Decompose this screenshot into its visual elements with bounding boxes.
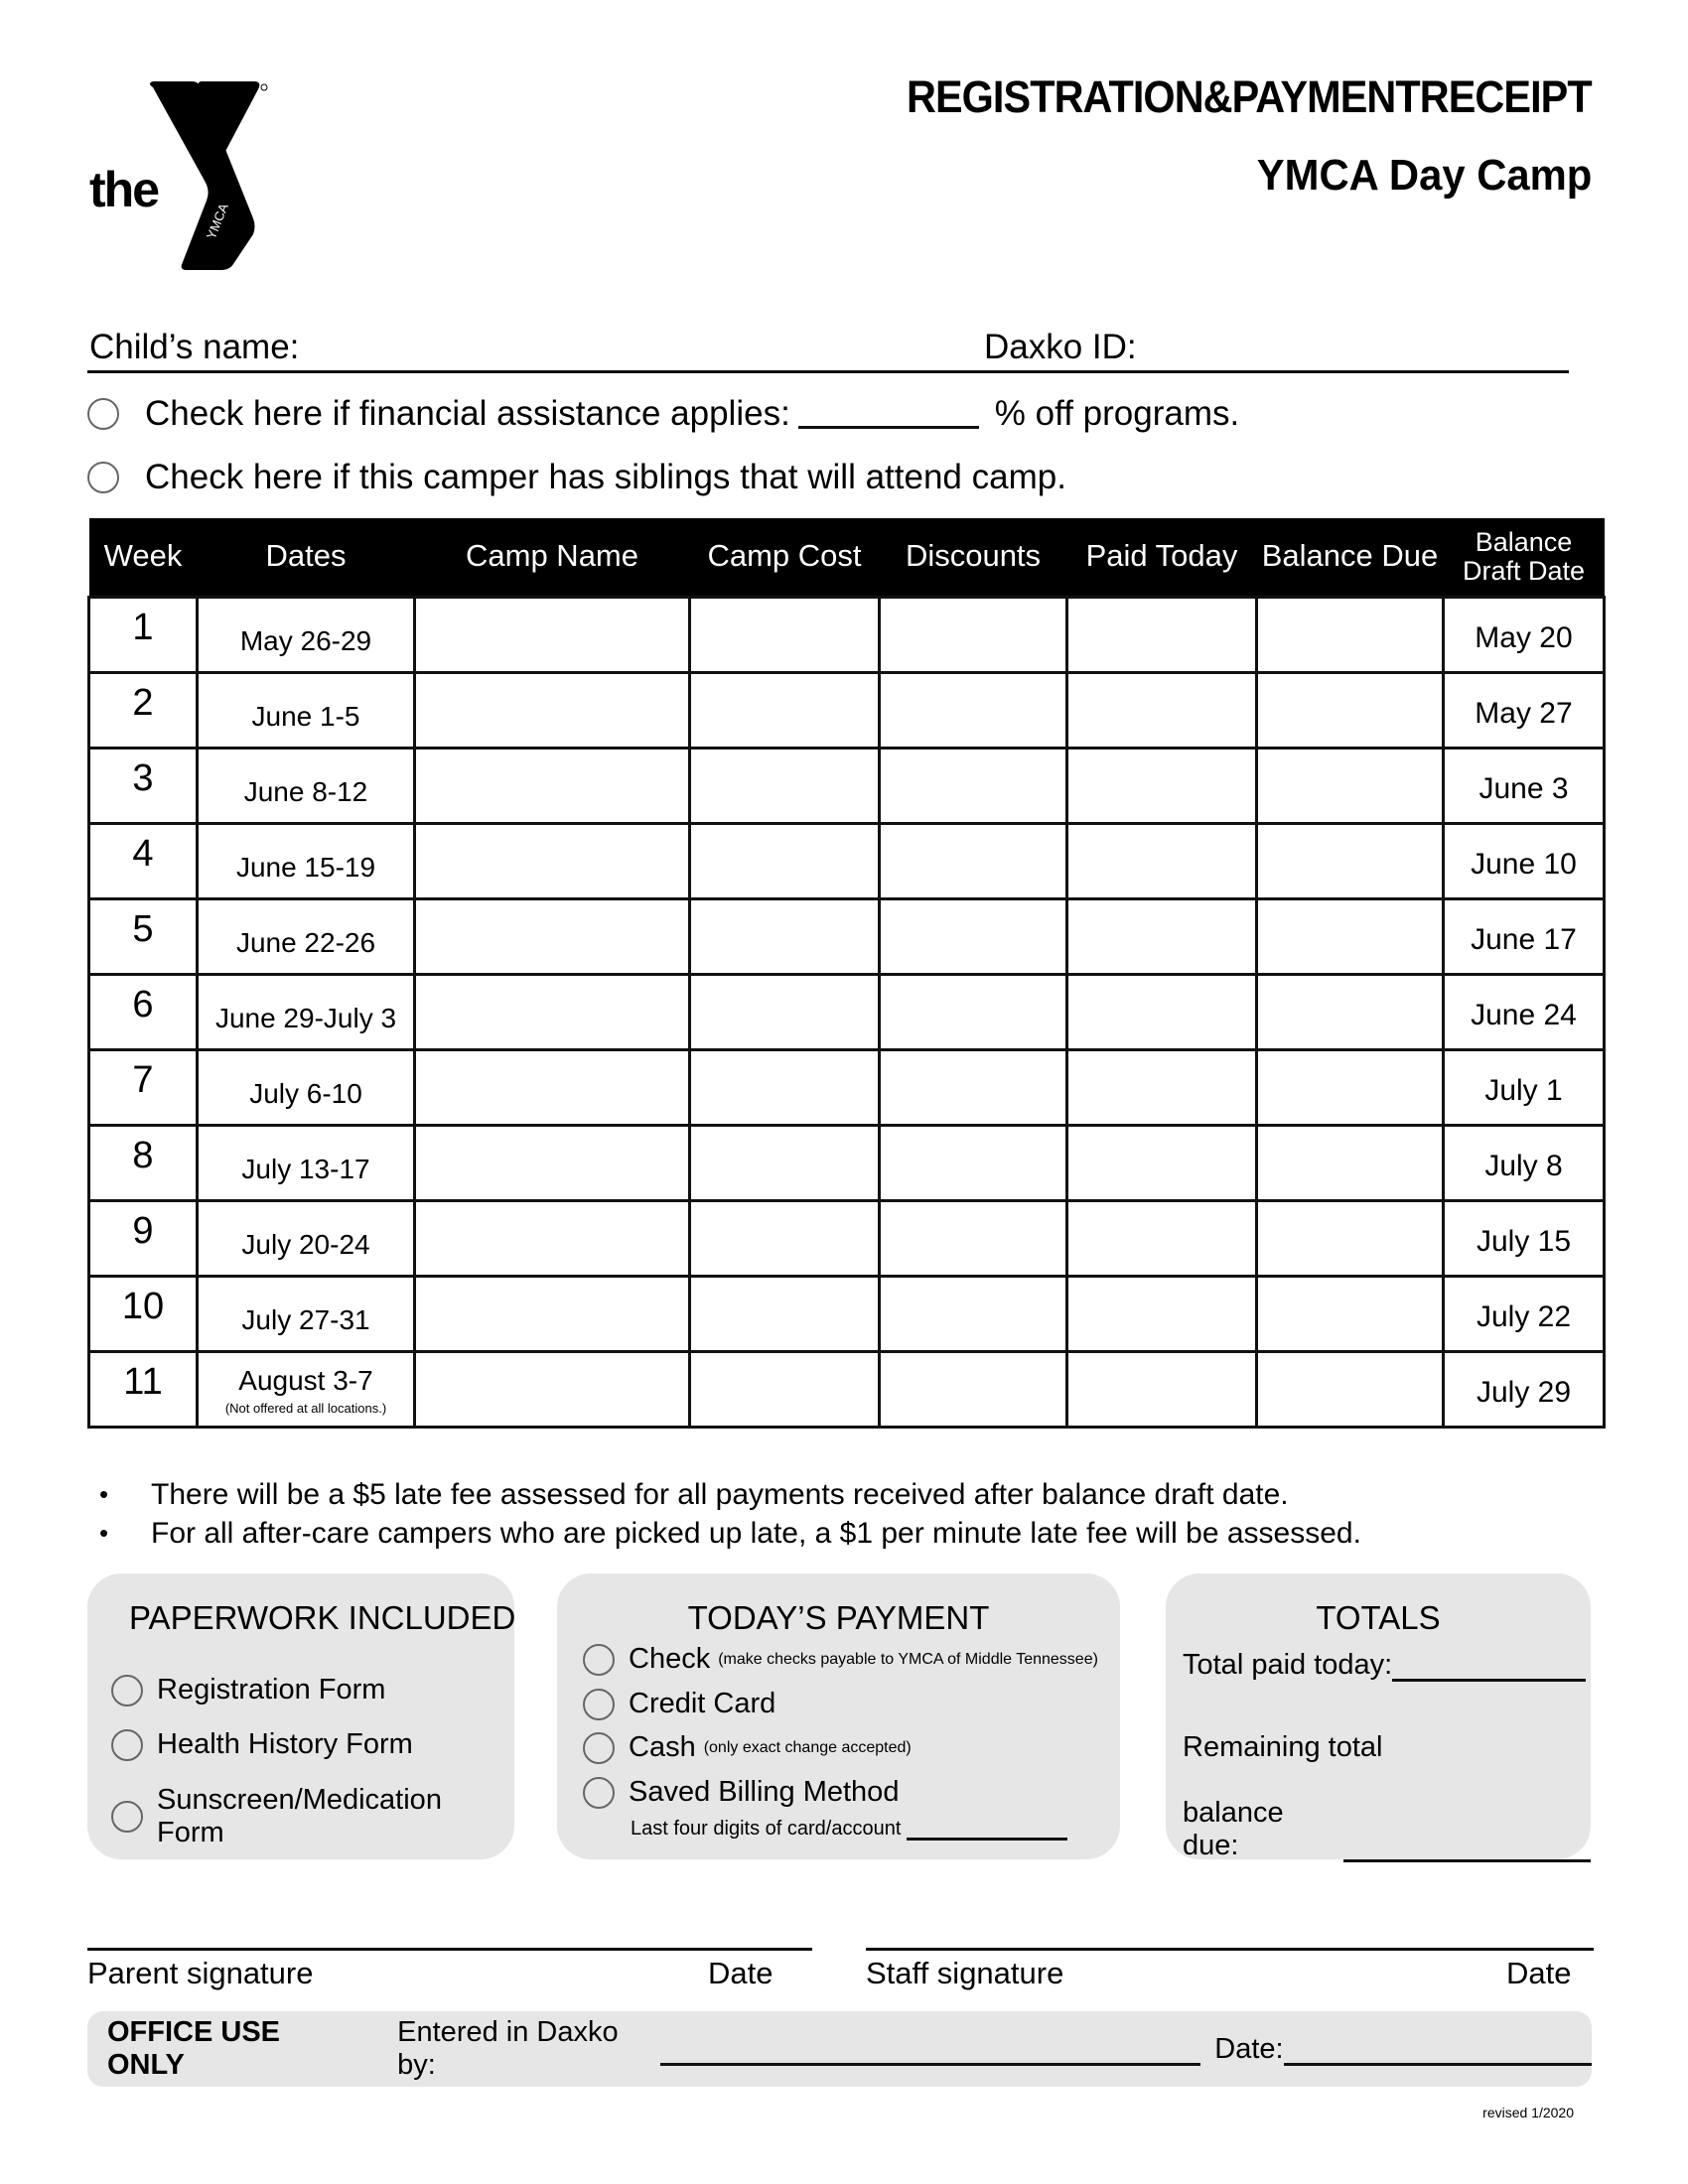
logo-text: the <box>89 162 158 217</box>
draft-date-cell: July 1 <box>1444 1049 1605 1125</box>
paid-today-cell[interactable] <box>1067 672 1257 748</box>
ymca-logo <box>87 81 346 270</box>
week-cell: 3 <box>89 748 198 823</box>
dates-text: June 22-26 <box>235 926 376 958</box>
draft-date-cell: June 24 <box>1444 974 1605 1049</box>
payment-option-check[interactable]: Check (make checks payable to YMCA of Middle Tennessee) <box>583 1643 1098 1676</box>
week-cell: 2 <box>89 672 198 748</box>
entered-by-label: Entered in Daxko by: <box>397 2016 619 2081</box>
camp-weeks-table <box>87 518 1606 1429</box>
siblings-radio[interactable] <box>87 462 119 493</box>
payment-title: TODAY’S PAYMENT <box>687 1599 990 1636</box>
balance-due-field[interactable] <box>1343 1835 1591 1862</box>
balance-due-cell[interactable] <box>1257 1200 1444 1276</box>
week-cell: 9 <box>89 1200 198 1276</box>
dates-cell <box>198 1351 415 1427</box>
discounts-cell[interactable] <box>880 672 1067 748</box>
last-four-label: Last four digits of card/account <box>631 1818 902 1840</box>
table-row <box>89 597 1605 672</box>
week-cell: 5 <box>89 898 198 974</box>
dates-cell <box>198 823 415 898</box>
col-camp-name: Camp Name <box>415 518 690 597</box>
table-row <box>89 898 1605 974</box>
paid-today-cell[interactable] <box>1067 823 1257 898</box>
camp-cost-cell[interactable] <box>690 597 880 672</box>
dates-cell <box>198 974 415 1049</box>
dates-text: July 20-24 <box>241 1228 370 1260</box>
draft-date-cell: June 3 <box>1444 748 1605 823</box>
week-cell: 7 <box>89 1049 198 1125</box>
daxko-id-label: Daxko ID: <box>984 328 1137 366</box>
draft-date-cell: June 17 <box>1444 898 1605 974</box>
staff-date-label: Date <box>1506 1956 1572 1990</box>
draft-date-cell: July 8 <box>1444 1125 1605 1200</box>
draft-date-cell: July 22 <box>1444 1276 1605 1351</box>
camp-name-cell[interactable] <box>415 1200 690 1276</box>
note-item: • For all after-care campers who are picked up late, a $1 per minute late fee will be assessed. <box>99 1514 1361 1553</box>
balance-due-cell[interactable] <box>1257 898 1444 974</box>
camp-name-cell[interactable] <box>415 898 690 974</box>
dates-text: July 6-10 <box>249 1077 362 1109</box>
paperwork-item-health-history[interactable]: Health History Form <box>111 1728 413 1761</box>
week-cell: 11 <box>89 1351 198 1427</box>
paid-today-cell[interactable] <box>1067 898 1257 974</box>
total-paid-field[interactable] <box>1392 1654 1586 1682</box>
table-row <box>89 1125 1605 1200</box>
camp-name-cell[interactable] <box>415 1276 690 1351</box>
paperwork-title: PAPERWORK INCLUDED <box>129 1599 516 1636</box>
draft-date-cell: July 29 <box>1444 1351 1605 1427</box>
total-paid-row <box>1183 1649 1586 1682</box>
dates-text: June 8-12 <box>243 775 368 807</box>
staff-signature-line[interactable] <box>866 1948 1594 1951</box>
table-row <box>89 1200 1605 1276</box>
balance-due-label: balance due: <box>1183 1797 1284 1861</box>
page-title: REGISTRATION&PAYMENTRECEIPT <box>907 71 1592 122</box>
balance-due-row <box>1183 1797 1591 1862</box>
paid-today-cell[interactable] <box>1067 748 1257 823</box>
week-cell: 4 <box>89 823 198 898</box>
remaining-label-row <box>1183 1731 1383 1764</box>
dates-cell <box>198 597 415 672</box>
dates-text: June 15-19 <box>235 851 376 883</box>
paperwork-item-registration[interactable]: Registration Form <box>111 1674 385 1706</box>
last-four-field[interactable] <box>907 1821 1067 1841</box>
balance-due-cell[interactable] <box>1257 597 1444 672</box>
table-row <box>89 1049 1605 1125</box>
discounts-cell[interactable] <box>880 1049 1067 1125</box>
camp-cost-cell[interactable] <box>690 1125 880 1200</box>
camp-cost-cell[interactable] <box>690 1351 880 1427</box>
camp-cost-cell[interactable] <box>690 748 880 823</box>
balance-due-cell[interactable] <box>1257 1351 1444 1427</box>
table-row <box>89 823 1605 898</box>
table-row <box>89 1276 1605 1351</box>
discounts-cell[interactable] <box>880 748 1067 823</box>
table-row <box>89 672 1605 748</box>
table-header-row <box>89 518 1605 597</box>
discounts-cell[interactable] <box>880 1200 1067 1276</box>
paid-today-cell[interactable] <box>1067 1351 1257 1427</box>
financial-assistance-row <box>87 394 1239 434</box>
svg-text:YMCA: YMCA <box>203 201 231 242</box>
col-paid-today: Paid Today <box>1067 518 1257 597</box>
note-item: • There will be a $5 late fee assessed for all payments received after balance draft date. <box>99 1475 1361 1514</box>
radio-icon[interactable] <box>111 1801 143 1833</box>
dates-cell <box>198 1125 415 1200</box>
radio-icon[interactable] <box>583 1777 615 1809</box>
payment-option-credit-card[interactable]: Credit Card <box>583 1688 775 1720</box>
dates-text: June 1-5 <box>251 700 360 732</box>
total-paid-label: Total paid today: <box>1183 1649 1393 1681</box>
child-name-label: Child’s name: <box>89 328 300 366</box>
col-camp-cost: Camp Cost <box>690 518 880 597</box>
child-info-row <box>87 326 1569 373</box>
week-cell: 1 <box>89 597 198 672</box>
radio-icon[interactable] <box>583 1689 615 1720</box>
todays-payment-panel <box>557 1573 1120 1859</box>
financial-assistance-label: Check here if financial assistance applies: <box>145 394 790 433</box>
paid-today-cell[interactable] <box>1067 1125 1257 1200</box>
totals-title: TOTALS <box>1316 1599 1441 1636</box>
dates-cell <box>198 1200 415 1276</box>
col-balance-draft-date: Balance Draft Date <box>1444 518 1605 597</box>
camp-cost-cell[interactable] <box>690 672 880 748</box>
camp-name-cell[interactable] <box>415 823 690 898</box>
dates-cell <box>198 672 415 748</box>
week-cell: 8 <box>89 1125 198 1200</box>
discounts-cell[interactable] <box>880 1125 1067 1200</box>
siblings-row <box>87 458 1066 497</box>
dates-text: July 13-17 <box>241 1153 370 1184</box>
office-use-label: OFFICE USE ONLY <box>107 2016 281 2081</box>
discounts-cell[interactable] <box>880 597 1067 672</box>
dates-text: May 26-29 <box>239 624 372 656</box>
table-row <box>89 748 1605 823</box>
dates-text: August 3-7 <box>238 1364 373 1396</box>
office-date-field[interactable] <box>1284 2032 1592 2066</box>
child-name-field[interactable] <box>296 326 971 371</box>
parent-signature-label: Parent signature <box>87 1956 314 1990</box>
balance-due-cell[interactable] <box>1257 1276 1444 1351</box>
table-row <box>89 1351 1605 1427</box>
dates-text: June 29-July 3 <box>214 1002 397 1033</box>
paid-today-cell[interactable] <box>1067 974 1257 1049</box>
financial-assistance-radio[interactable] <box>87 398 119 430</box>
camp-cost-cell[interactable] <box>690 1200 880 1276</box>
dates-note: (Not offered at all locations.) <box>224 1400 387 1416</box>
paid-today-cell[interactable] <box>1067 1276 1257 1351</box>
camp-name-cell[interactable] <box>415 1049 690 1125</box>
financial-assistance-percent-field[interactable] <box>798 399 979 429</box>
revision-note: revised 1/2020 <box>1482 2105 1574 2120</box>
camp-name-cell[interactable] <box>415 1351 690 1427</box>
radio-icon[interactable] <box>583 1644 615 1676</box>
week-cell: 6 <box>89 974 198 1049</box>
discounts-cell[interactable] <box>880 974 1067 1049</box>
col-dates: Dates <box>198 518 415 597</box>
camp-name-cell[interactable] <box>415 974 690 1049</box>
office-date-label: Date: <box>1214 2032 1284 2065</box>
paid-today-cell[interactable] <box>1067 597 1257 672</box>
discounts-cell[interactable] <box>880 1276 1067 1351</box>
col-balance-due: Balance Due <box>1257 518 1444 597</box>
radio-icon[interactable] <box>111 1729 143 1761</box>
remaining-total-label: Remaining total <box>1183 1731 1383 1763</box>
paid-today-cell[interactable] <box>1067 1049 1257 1125</box>
draft-date-cell: July 15 <box>1444 1200 1605 1276</box>
discounts-cell[interactable] <box>880 1351 1067 1427</box>
payment-option-saved-billing[interactable]: Saved Billing Method <box>583 1776 899 1809</box>
financial-assistance-suffix: % off programs. <box>994 394 1240 433</box>
balance-due-cell[interactable] <box>1257 1125 1444 1200</box>
camp-name-cell[interactable] <box>415 672 690 748</box>
dates-text: July 27-31 <box>241 1303 370 1335</box>
radio-icon[interactable] <box>111 1675 143 1706</box>
totals-panel <box>1166 1573 1591 1859</box>
paperwork-item-sunscreen-medication[interactable]: Sunscreen/Medication Form <box>111 1784 514 1849</box>
camp-cost-cell[interactable] <box>690 1049 880 1125</box>
entered-by-field[interactable] <box>660 2032 1200 2066</box>
staff-signature-label: Staff signature <box>866 1956 1064 1990</box>
parent-signature-line[interactable] <box>87 1948 812 1951</box>
camp-name-cell[interactable] <box>415 748 690 823</box>
last-four-row <box>631 1818 1067 1841</box>
dates-cell <box>198 1276 415 1351</box>
radio-icon[interactable] <box>583 1732 615 1764</box>
balance-due-cell[interactable] <box>1257 748 1444 823</box>
office-use-bar <box>87 2011 1592 2087</box>
week-cell: 10 <box>89 1276 198 1351</box>
payment-option-cash[interactable]: Cash (only exact change accepted) <box>583 1731 912 1764</box>
dates-cell <box>198 898 415 974</box>
table-row <box>89 974 1605 1049</box>
draft-date-cell: May 20 <box>1444 597 1605 672</box>
balance-due-cell[interactable] <box>1257 672 1444 748</box>
camp-name-cell[interactable] <box>415 1125 690 1200</box>
dates-cell <box>198 1049 415 1125</box>
page-subtitle: YMCA Day Camp <box>1256 151 1592 200</box>
paperwork-panel <box>87 1573 514 1859</box>
col-discounts: Discounts <box>880 518 1067 597</box>
camp-cost-cell[interactable] <box>690 974 880 1049</box>
dates-cell <box>198 748 415 823</box>
discounts-cell[interactable] <box>880 898 1067 974</box>
camp-cost-cell[interactable] <box>690 898 880 974</box>
camp-cost-cell[interactable] <box>690 823 880 898</box>
draft-date-cell: June 10 <box>1444 823 1605 898</box>
discounts-cell[interactable] <box>880 823 1067 898</box>
daxko-id-field[interactable] <box>1160 326 1567 371</box>
camp-cost-cell[interactable] <box>690 1276 880 1351</box>
paid-today-cell[interactable] <box>1067 1200 1257 1276</box>
camp-name-cell[interactable] <box>415 597 690 672</box>
fee-notes <box>99 1475 1361 1553</box>
draft-date-cell: May 27 <box>1444 672 1605 748</box>
balance-due-cell[interactable] <box>1257 974 1444 1049</box>
balance-due-cell[interactable] <box>1257 823 1444 898</box>
col-week: Week <box>89 518 198 597</box>
parent-date-label: Date <box>708 1956 774 1990</box>
balance-due-cell[interactable] <box>1257 1049 1444 1125</box>
siblings-label: Check here if this camper has siblings that will attend camp. <box>145 458 1066 496</box>
